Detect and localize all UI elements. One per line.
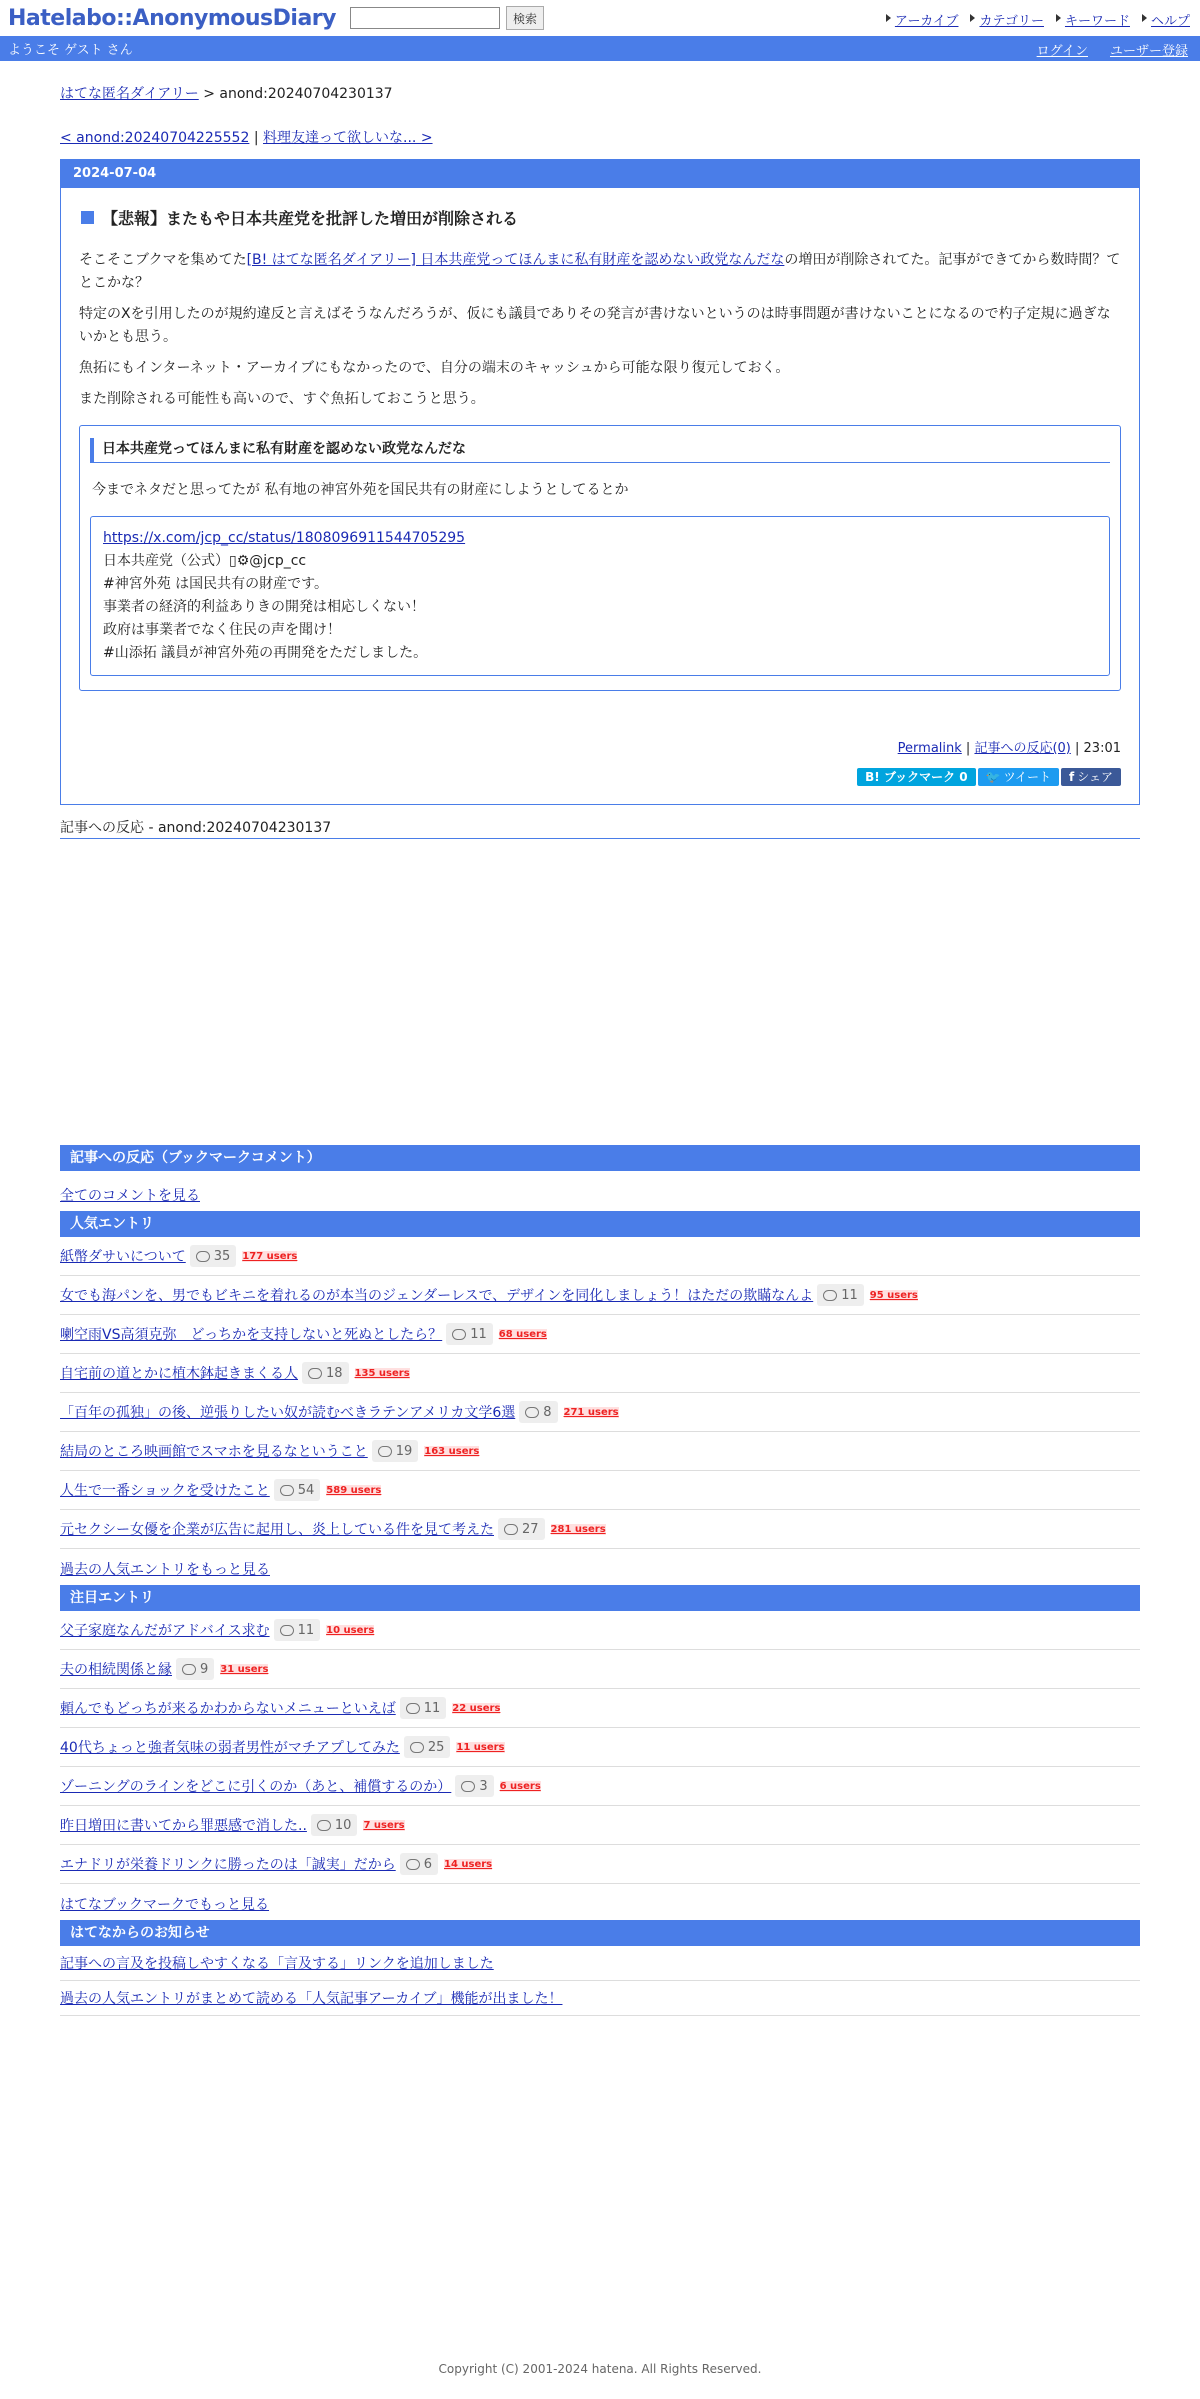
- comment-count[interactable]: [400, 1853, 438, 1875]
- list-item: [60, 1354, 1140, 1393]
- bookmark-users-badge[interactable]: 163 users: [424, 1445, 480, 1457]
- bookmark-users-badge[interactable]: 281 users: [550, 1523, 606, 1535]
- prev-next-separator: |: [249, 130, 264, 146]
- comment-count-value: 27: [522, 1521, 539, 1537]
- embedded-post-line: 日本共産党（公式）▯⚙@jcp_cc: [103, 553, 307, 569]
- comment-icon: [196, 1251, 210, 1262]
- square-icon: [81, 211, 94, 224]
- popular-entries-list: [60, 1237, 1140, 1549]
- tweet-button[interactable]: [978, 768, 1059, 786]
- embedded-post-line: 事業者の経済的利益ありきの開発は相応しくない！: [103, 599, 425, 615]
- bookmark-users-badge[interactable]: 7 users: [363, 1819, 405, 1831]
- entry-time: 23:01: [1083, 741, 1121, 756]
- comment-count[interactable]: [498, 1518, 545, 1540]
- ad-space: [60, 839, 1140, 1145]
- entry-footer: Permalink | 記事への反応(0) | 23:01: [897, 741, 1121, 756]
- list-item: [60, 1432, 1140, 1471]
- comment-count-value: 6: [423, 1856, 432, 1872]
- search-button[interactable]: 検索: [506, 6, 544, 30]
- day-date: 2024-07-04: [61, 160, 1139, 188]
- facebook-share-button[interactable]: [1061, 768, 1121, 786]
- comment-count-value: 3: [479, 1778, 488, 1794]
- comment-count-value: 19: [395, 1443, 413, 1459]
- comment-count-value: 11: [470, 1326, 487, 1342]
- entry-body: [79, 249, 1121, 691]
- comment-count-value: 25: [427, 1739, 445, 1755]
- bookmark-users-badge[interactable]: 589 users: [326, 1484, 382, 1496]
- bookmark-users-badge[interactable]: 22 users: [452, 1702, 501, 1714]
- all-comments-link[interactable]: 全てのコメントを見る: [60, 1188, 200, 1204]
- news-heading: はてなからのお知らせ: [60, 1920, 1140, 1946]
- comment-count[interactable]: [817, 1284, 864, 1306]
- entry-paragraph: また削除される可能性も高いので、すぐ魚拓しておこうと思う。: [79, 391, 485, 407]
- comment-count[interactable]: [446, 1323, 493, 1345]
- comment-count-value: 35: [213, 1248, 231, 1264]
- news-link[interactable]: 記事への言及を投稿しやすくなる「言及する」リンクを追加しました: [60, 1956, 494, 1972]
- list-item: [60, 1276, 1140, 1315]
- nav-category-link[interactable]: カテゴリー: [970, 10, 1043, 29]
- entry-text: そこそこブクマを集めてた: [79, 252, 247, 268]
- bookmark-users-badge[interactable]: 6 users: [499, 1780, 541, 1792]
- bookmark-users-badge[interactable]: 135 users: [354, 1367, 410, 1379]
- all-comments-row: [60, 1171, 1140, 1211]
- embedded-post: [90, 516, 1110, 676]
- share-buttons: [79, 768, 1121, 786]
- reactions-title: 記事への反応 - anond:20240704230137: [60, 817, 1140, 839]
- comment-count-value: 10: [334, 1817, 352, 1833]
- bookmark-comments-heading: 記事への反応（ブックマークコメント）: [60, 1145, 1140, 1171]
- comment-icon: [317, 1820, 331, 1831]
- top-header: [0, 0, 1200, 36]
- popular-more-link[interactable]: 過去の人気エントリをもっと見る: [60, 1562, 270, 1578]
- comment-count[interactable]: [311, 1814, 358, 1836]
- share-label: シェア: [1077, 770, 1113, 784]
- bookmark-entry-link[interactable]: [B! はてな匿名ダイアリー] 日本共産党ってほんまに私有財産を認めない政党なんだな: [246, 252, 785, 268]
- entry-link[interactable]: 父子家庭なんだがアドバイス求む: [60, 1623, 270, 1639]
- bookmark-users-badge[interactable]: 10 users: [326, 1624, 375, 1636]
- entry-title: [81, 206, 1121, 229]
- bookmark-users-badge[interactable]: 11 users: [456, 1741, 505, 1753]
- embedded-post-line: #神宮外苑 は国民共有の財産です。: [103, 576, 329, 592]
- copyright: Copyright (C) 2001-2024 hatena. All Rights Reserved.: [438, 2362, 762, 2376]
- entry-link[interactable]: 元セクシー女優を企業が広告に起用し、炎上している件を見て考えた: [60, 1522, 494, 1538]
- comment-icon: [406, 1703, 420, 1714]
- reactions-link[interactable]: 記事への反応(0): [974, 741, 1071, 756]
- comment-count[interactable]: [302, 1362, 349, 1384]
- bookmark-users-badge[interactable]: 177 users: [242, 1250, 298, 1262]
- entry-link[interactable]: 女でも海パンを、男でもビキニを着れるのが本当のジェンダーレスで、デザインを同化しましょう！はただの欺瞞なんよ: [60, 1288, 814, 1304]
- comment-icon: [378, 1446, 392, 1457]
- tweet-label: ツイート: [1003, 770, 1051, 784]
- entry-link[interactable]: エナドリが栄養ドリンクに勝ったのは「誠実」だから: [60, 1857, 396, 1873]
- featured-entries-heading: 注目エントリ: [60, 1585, 1140, 1611]
- permalink-link[interactable]: Permalink: [897, 741, 962, 756]
- entry-paragraph: [79, 249, 1121, 295]
- comment-count-value: 11: [841, 1287, 858, 1303]
- next-entry-link[interactable]: 料理友達って欲しいな... >: [263, 130, 433, 146]
- featured-more-row: [60, 1884, 1140, 1920]
- quoted-entry-title: 日本共産党ってほんまに私有財産を認めない政党なんだな: [90, 438, 1110, 463]
- quoted-entry: [79, 425, 1121, 691]
- comment-count-value: 18: [326, 1365, 343, 1381]
- login-link[interactable]: ログイン: [1036, 44, 1088, 59]
- comment-count[interactable]: [455, 1775, 493, 1797]
- comment-icon: [280, 1485, 294, 1496]
- comment-count[interactable]: [274, 1619, 321, 1641]
- breadcrumb-separator: >: [198, 86, 220, 102]
- entry-link[interactable]: 喇空雨VS高須克弥 どっちかを支持しないと死ぬとしたら？: [60, 1327, 443, 1343]
- comment-icon: [406, 1859, 420, 1870]
- news-link[interactable]: 過去の人気エントリがまとめて読める「人気記事アーカイブ」機能が出ました！: [60, 1991, 563, 2007]
- main-content: [60, 83, 1140, 2016]
- comment-count[interactable]: [372, 1440, 419, 1462]
- entry-link[interactable]: 40代ちょっと強者気味の弱者男性がマチアプしてみた: [60, 1740, 400, 1756]
- popular-more-row: [60, 1549, 1140, 1585]
- list-item: [60, 1806, 1140, 1845]
- comment-icon: [308, 1368, 322, 1379]
- facebook-icon: f: [1069, 770, 1075, 784]
- user-bar: [0, 36, 1200, 61]
- twitter-icon: 🐦: [985, 770, 1001, 784]
- comment-count-value: 8: [543, 1404, 552, 1420]
- featured-more-link[interactable]: はてなブックマークでもっと見る: [60, 1897, 270, 1913]
- list-item: [60, 1471, 1140, 1510]
- prev-entry-link[interactable]: < anond:20240704225552: [60, 130, 250, 146]
- quoted-entry-text: 今までネタだと思ってたが 私有地の神宮外苑を国民共有の財産にしようとしてるとか: [92, 482, 629, 498]
- bookmark-users-badge[interactable]: 271 users: [563, 1406, 619, 1418]
- list-item: [60, 1650, 1140, 1689]
- entry-link[interactable]: 昨日増田に書いてから罪悪感で消した..: [60, 1818, 307, 1834]
- entry-link[interactable]: 結局のところ映画館でスマホを見るなということ: [60, 1444, 368, 1460]
- top-nav: [886, 10, 1190, 29]
- popular-entries-heading: 人気エントリ: [60, 1211, 1140, 1237]
- comment-count-value: 9: [200, 1661, 209, 1677]
- comment-count[interactable]: [400, 1697, 447, 1719]
- comment-count-value: 11: [423, 1700, 441, 1716]
- featured-entries-list: [60, 1611, 1140, 1884]
- list-item: [60, 1315, 1140, 1354]
- comment-count[interactable]: [404, 1736, 451, 1758]
- list-item: [60, 1728, 1140, 1767]
- embedded-post-line: 政府は事業者でなく住民の声を聞け！: [103, 622, 341, 638]
- nav-help-link[interactable]: ヘルプ: [1142, 10, 1190, 29]
- embedded-post-link[interactable]: https://x.com/jcp_cc/status/1808096911544705295: [103, 530, 466, 546]
- entry-link[interactable]: 「百年の孤独」の後、逆張りしたい奴が読むべきラテンアメリカ文学6選: [60, 1405, 516, 1421]
- comment-count[interactable]: [176, 1658, 214, 1680]
- news-item: [60, 1981, 1140, 2016]
- bookmark-users-badge[interactable]: 14 users: [444, 1858, 493, 1870]
- comment-icon: [280, 1625, 294, 1636]
- entry-link[interactable]: ゾーニングのラインをどこに引くのか（あと、補償するのか）: [60, 1779, 452, 1795]
- entry-link[interactable]: 人生で一番ショックを受けたこと: [60, 1483, 270, 1499]
- comment-icon: [823, 1290, 837, 1301]
- breadcrumb-current: anond:20240704230137: [219, 86, 393, 102]
- embedded-post-line: #山添拓 議員が神宮外苑の再開発をただしました。: [103, 645, 428, 661]
- entry-link[interactable]: 頼んでもどっちが来るかわからないメニューといえば: [60, 1701, 396, 1717]
- comment-icon: [452, 1329, 466, 1340]
- nav-archive-link[interactable]: アーカイブ: [886, 10, 959, 29]
- bookmark-users-badge[interactable]: 68 users: [498, 1328, 547, 1340]
- comment-count[interactable]: [190, 1245, 237, 1267]
- comment-icon: [182, 1664, 196, 1675]
- entry-text: の増田が削除されてた。記事ができてから数時間？てとこかな？: [79, 252, 1121, 291]
- search-input[interactable]: [350, 7, 500, 29]
- list-item: [60, 1237, 1140, 1276]
- breadcrumb-home-link[interactable]: はてな匿名ダイアリー: [60, 86, 199, 102]
- entry-title-text: 【悲報】またもや日本共産党を批評した増田が削除される: [102, 209, 519, 228]
- breadcrumb: [60, 83, 1140, 103]
- welcome-text: ようこそ ゲスト さん: [8, 43, 133, 58]
- comment-count-value: 54: [297, 1482, 315, 1498]
- comment-count[interactable]: [519, 1401, 557, 1423]
- list-item: [60, 1845, 1140, 1884]
- signup-link[interactable]: ユーザー登録: [1109, 44, 1188, 59]
- list-item: [60, 1767, 1140, 1806]
- hatena-bookmark-button[interactable]: B! ブックマーク 0: [857, 768, 976, 786]
- entry-link[interactable]: 夫の相続関係と縁: [60, 1662, 172, 1678]
- entry-paragraph: 特定のXを引用したのが規約違反と言えばそうなんだろうが、仮にも議員でありその発言が書けないというのは時事問題が書けないことになるので杓子定規に過ぎないかとも思う。: [79, 306, 1111, 345]
- bookmark-users-badge[interactable]: 31 users: [220, 1663, 269, 1675]
- day-section: [60, 159, 1140, 805]
- list-item: [60, 1393, 1140, 1432]
- list-item: [60, 1689, 1140, 1728]
- comment-icon: [504, 1524, 518, 1535]
- bookmark-users-badge[interactable]: 95 users: [869, 1289, 918, 1301]
- site-logo[interactable]: Hatelabo::AnonymousDiary: [8, 5, 336, 31]
- comment-icon: [410, 1742, 424, 1753]
- comment-count[interactable]: [274, 1479, 321, 1501]
- prev-next-nav: [60, 127, 1140, 147]
- comment-icon: [525, 1407, 539, 1418]
- entry-link[interactable]: 紙幣ダサいについて: [60, 1249, 186, 1265]
- list-item: [60, 1510, 1140, 1549]
- news-item: [60, 1946, 1140, 1981]
- entry-link[interactable]: 自宅前の道とかに植木鉢起きまくる人: [60, 1366, 298, 1382]
- comment-icon: [461, 1781, 475, 1792]
- comment-count-value: 11: [297, 1622, 315, 1638]
- nav-keyword-link[interactable]: キーワード: [1056, 10, 1130, 29]
- list-item: [60, 1611, 1140, 1650]
- entry-paragraph: 魚拓にもインターネット・アーカイブにもなかったので、自分の端末のキャッシュから可能な限り復元しておく。: [79, 360, 790, 376]
